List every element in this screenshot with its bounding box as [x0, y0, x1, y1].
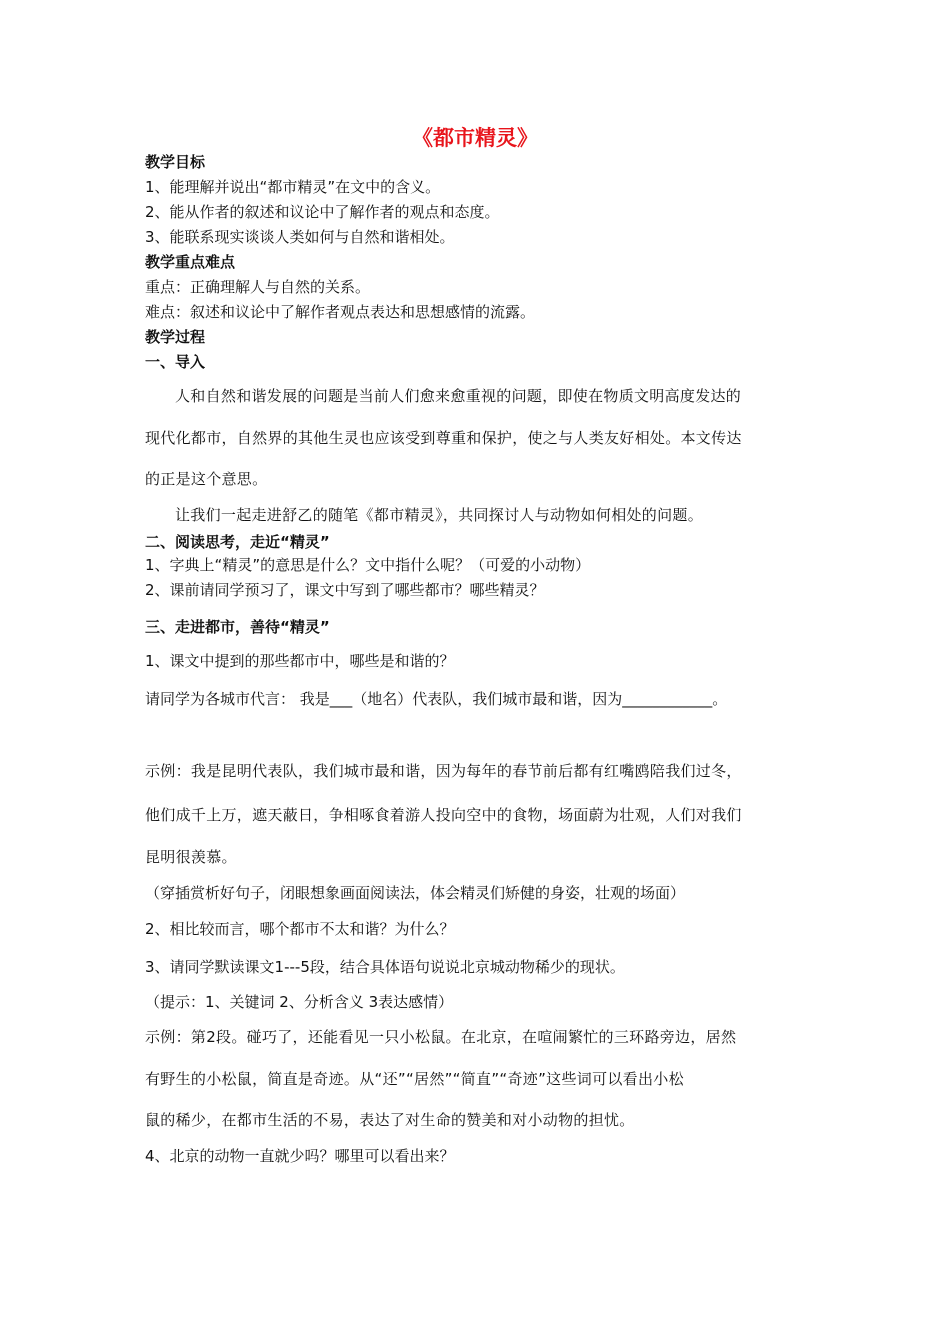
question-item: 4、北京的动物一直就少吗？哪里可以看出来？: [145, 1147, 455, 1165]
question-item: 2、课前请同学预习了，课文中写到了哪些都市？哪些精灵？: [145, 581, 545, 599]
section-heading-reading: 二、阅读思考，走近“精灵”: [145, 533, 330, 551]
example-paragraph-line: 他们成千上万，遮天蔽日，争相啄食着游人投向空中的食物，场面蔚为壮观，人们对我们: [145, 806, 742, 824]
question-item: 1、课文中提到的那些都市中，哪些是和谐的？: [145, 652, 455, 670]
example-paragraph-line: 鼠的稀少，在都市生活的不易，表达了对生命的赞美和对小动物的担忧。: [145, 1111, 635, 1129]
document-title: 《都市精灵》: [412, 126, 538, 150]
heading-teaching-process: 教学过程: [145, 328, 206, 346]
question-item: 3、请同学默读课文1---5段，结合具体语句说说北京城动物稀少的现状。: [145, 958, 625, 976]
question-item: 1、字典上“精灵”的意思是什么？文中指什么呢？（可爱的小动物）: [145, 556, 591, 574]
section-heading-city: 三、走进都市，善待“精灵”: [145, 618, 330, 636]
section-heading-intro: 一、导入: [145, 353, 206, 371]
goal-item-2: 2、能从作者的叙述和议论中了解作者的观点和态度。: [145, 203, 500, 221]
difficult-point: 难点：叙述和议论中了解作者观点表达和思想感情的流露。: [145, 303, 536, 321]
intro-paragraph-line: 人和自然和谐发展的问题是当前人们愈来愈重视的问题，即使在物质文明高度发达的: [175, 387, 742, 405]
heading-key-points: 教学重点难点: [145, 253, 236, 271]
hint-line: （提示：1、关键词 2、分析含义 3表达感情）: [145, 993, 454, 1011]
example-paragraph-line: 示例：我是昆明代表队，我们城市最和谐，因为每年的春节前后都有红嘴鸥陪我们过冬，: [145, 762, 742, 780]
intro-paragraph-line: 现代化都市，自然界的其他生灵也应该受到尊重和保护，使之与人类友好相处。本文传达: [145, 429, 742, 447]
teaching-note: （穿插赏析好句子，闭眼想象画面阅读法，体会精灵们矫健的身姿，壮观的场面）: [145, 884, 686, 902]
question-item: 2、相比较而言，哪个都市不太和谐？为什么？: [145, 920, 455, 938]
intro-paragraph-line: 的正是这个意思。: [145, 470, 268, 488]
key-point: 重点：正确理解人与自然的关系。: [145, 278, 371, 296]
example-paragraph-line: 有野生的小松鼠，简直是奇迹。从“还”“居然”“简直”“奇迹”这些词可以看出小松: [145, 1070, 684, 1088]
heading-teaching-goals: 教学目标: [145, 153, 206, 171]
fill-in-prompt: 请同学为各城市代言： 我是___（地名）代表队，我们城市最和谐，因为____________。: [145, 690, 728, 708]
goal-item-1: 1、能理解并说出“都市精灵”在文中的含义。: [145, 178, 441, 196]
example-paragraph-line: 昆明很羡慕。: [145, 848, 237, 866]
example-paragraph-line: 示例：第2段。碰巧了，还能看见一只小松鼠。在北京，在喧闹繁忙的三环路旁边，居然: [145, 1028, 737, 1046]
goal-item-3: 3、能联系现实谈谈人类如何与自然和谐相处。: [145, 228, 455, 246]
intro-paragraph-line: 让我们一起走进舒乙的随笔《都市精灵》，共同探讨人与动物如何相处的问题。: [175, 506, 704, 524]
